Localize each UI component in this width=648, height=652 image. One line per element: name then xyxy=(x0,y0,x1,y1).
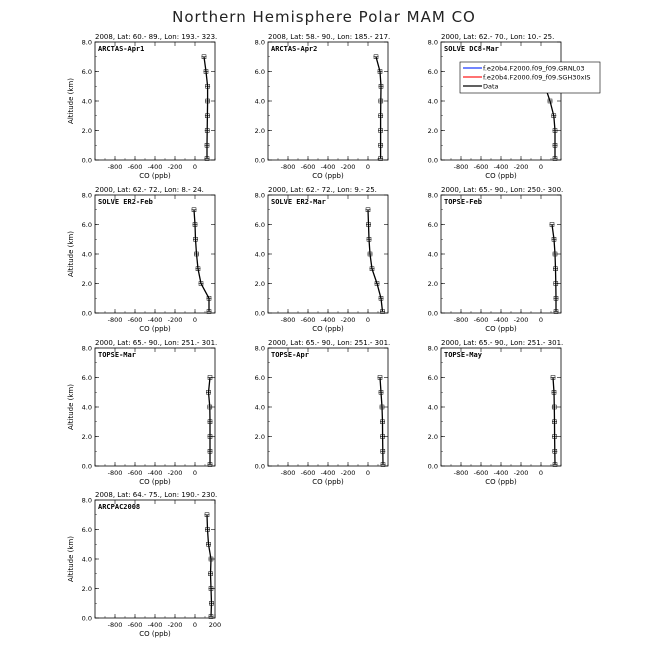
x-tick-label: -600 xyxy=(127,469,143,477)
x-tick-label: -800 xyxy=(107,469,123,477)
x-tick-label: -600 xyxy=(473,469,489,477)
panel-frame xyxy=(95,500,215,618)
panel-frame xyxy=(95,348,215,466)
x-tick-label: -200 xyxy=(340,469,356,477)
x-tick-label: 0 xyxy=(365,469,371,477)
panel-header: 2008, Lat: 64.- 75., Lon: 190.- 230. xyxy=(95,491,218,499)
x-axis-label: CO (ppb) xyxy=(312,478,344,486)
legend-label: f.e20b4.F2000.f09_f09.SGH30xIS xyxy=(483,73,591,82)
y-tick-label: 8.0 xyxy=(427,38,438,47)
x-axis-label: CO (ppb) xyxy=(485,478,517,486)
x-tick-label: -400 xyxy=(147,163,163,171)
y-tick-label: 8.0 xyxy=(81,496,92,505)
y-tick-label: 0.0 xyxy=(254,309,265,318)
page-title: Northern Hemisphere Polar MAM CO xyxy=(172,8,476,26)
x-tick-label: 0 xyxy=(365,163,371,171)
y-tick-label: 6.0 xyxy=(81,68,92,76)
y-tick-label: 4.0 xyxy=(254,403,265,412)
y-tick-label: 6.0 xyxy=(254,374,265,382)
x-tick-label: -200 xyxy=(167,621,183,629)
x-tick-label: -200 xyxy=(167,163,183,171)
y-tick-label: 0.0 xyxy=(81,156,92,165)
y-tick-label: 0.0 xyxy=(81,614,92,623)
y-tick-label: 0.0 xyxy=(254,462,265,471)
y-tick-label: 2.0 xyxy=(254,280,265,288)
y-tick-label: 6.0 xyxy=(81,374,92,382)
panel-frame xyxy=(441,42,561,160)
panel-campaign-label: SOLVE ER2-Mar xyxy=(271,198,326,206)
panel-campaign-label: SOLVE DC8-Mar xyxy=(444,45,499,53)
y-tick-label: 2.0 xyxy=(254,433,265,441)
panel-campaign-label: ARCTAS-Apr2 xyxy=(271,45,318,53)
x-tick-label: -600 xyxy=(127,163,143,171)
x-axis-label: CO (ppb) xyxy=(139,172,171,180)
x-tick-label: 0 xyxy=(192,469,198,477)
y-tick-label: 8.0 xyxy=(427,344,438,353)
y-tick-label: 8.0 xyxy=(427,191,438,200)
panel-header: 2008, Lat: 60.- 89., Lon: 193.- 323. xyxy=(95,33,218,41)
panel-frame xyxy=(441,195,561,313)
y-tick-label: 6.0 xyxy=(427,221,438,229)
x-axis-label: CO (ppb) xyxy=(312,172,344,180)
panel-header: 2000, Lat: 65.- 90., Lon: 251.- 301. xyxy=(95,339,218,347)
x-tick-label: -400 xyxy=(493,163,509,171)
x-tick-label: -400 xyxy=(147,621,163,629)
x-tick-label: 0 xyxy=(192,316,198,324)
y-tick-label: 8.0 xyxy=(254,38,265,47)
legend-label: Data xyxy=(483,82,499,91)
panel-campaign-label: TOPSE-Mar xyxy=(98,351,136,359)
y-tick-label: 4.0 xyxy=(427,403,438,412)
y-tick-label: 0.0 xyxy=(81,462,92,471)
x-tick-label: 200 xyxy=(208,621,222,629)
panel-frame xyxy=(95,42,215,160)
panel-campaign-label: TOPSE-Apr xyxy=(271,351,309,359)
panel-campaign-label: TOPSE-Feb xyxy=(444,198,482,206)
y-tick-label: 0.0 xyxy=(427,156,438,165)
x-tick-label: -800 xyxy=(107,316,123,324)
y-tick-label: 8.0 xyxy=(81,38,92,47)
x-tick-label: 0 xyxy=(192,163,198,171)
x-axis-label: CO (ppb) xyxy=(139,630,171,638)
y-axis-label: Altitude (km) xyxy=(67,536,75,582)
x-tick-label: -200 xyxy=(340,163,356,171)
x-tick-label: -600 xyxy=(300,316,316,324)
x-tick-label: 0 xyxy=(538,163,544,171)
series-line-data xyxy=(545,86,555,158)
x-tick-label: -800 xyxy=(280,163,296,171)
y-tick-label: 8.0 xyxy=(254,191,265,200)
y-tick-label: 2.0 xyxy=(81,433,92,441)
x-tick-label: -800 xyxy=(453,316,469,324)
y-tick-label: 8.0 xyxy=(81,344,92,353)
y-tick-label: 2.0 xyxy=(427,280,438,288)
y-tick-label: 4.0 xyxy=(81,250,92,259)
panel-frame xyxy=(441,348,561,466)
y-tick-label: 4.0 xyxy=(254,250,265,259)
x-tick-label: -200 xyxy=(513,163,529,171)
x-tick-label: -400 xyxy=(320,163,336,171)
panel-campaign-label: ARCPAC2008 xyxy=(98,503,141,511)
x-tick-label: -600 xyxy=(127,621,143,629)
panel-frame xyxy=(268,348,388,466)
y-axis-label: Altitude (km) xyxy=(67,78,75,124)
x-tick-label: -800 xyxy=(280,316,296,324)
x-axis-label: CO (ppb) xyxy=(485,325,517,333)
y-tick-label: 6.0 xyxy=(427,374,438,382)
y-tick-label: 6.0 xyxy=(254,68,265,76)
panel-header: 2000, Lat: 65.- 90., Lon: 250.- 300. xyxy=(441,186,564,194)
y-tick-label: 8.0 xyxy=(254,344,265,353)
y-tick-label: 2.0 xyxy=(254,127,265,135)
x-tick-label: -800 xyxy=(453,163,469,171)
y-tick-label: 6.0 xyxy=(254,221,265,229)
panel-frame xyxy=(268,42,388,160)
legend-label: f.e20b4.F2000.f09_f09.GRNL03 xyxy=(483,64,585,73)
x-tick-label: -400 xyxy=(493,316,509,324)
y-tick-label: 2.0 xyxy=(81,127,92,135)
panel-header: 2000, Lat: 62.- 72., Lon: 8.- 24. xyxy=(95,186,204,194)
y-tick-label: 0.0 xyxy=(254,156,265,165)
x-tick-label: -400 xyxy=(493,469,509,477)
x-tick-label: -400 xyxy=(147,316,163,324)
panel-header: 2000, Lat: 65.- 90., Lon: 251.- 301. xyxy=(268,339,391,347)
y-axis-label: Altitude (km) xyxy=(67,231,75,277)
x-axis-label: CO (ppb) xyxy=(312,325,344,333)
x-tick-label: 0 xyxy=(365,316,371,324)
x-tick-label: -400 xyxy=(320,316,336,324)
y-tick-label: 4.0 xyxy=(81,403,92,412)
y-tick-label: 4.0 xyxy=(427,97,438,106)
y-tick-label: 4.0 xyxy=(427,250,438,259)
panel-header: 2000, Lat: 62.- 70., Lon: 10.- 25. xyxy=(441,33,555,41)
x-tick-label: 0 xyxy=(538,469,544,477)
y-tick-label: 4.0 xyxy=(254,97,265,106)
x-tick-label: -600 xyxy=(300,469,316,477)
y-axis-label: Altitude (km) xyxy=(67,384,75,430)
y-tick-label: 6.0 xyxy=(81,526,92,534)
x-axis-label: CO (ppb) xyxy=(139,478,171,486)
x-tick-label: -200 xyxy=(513,316,529,324)
x-tick-label: -600 xyxy=(127,316,143,324)
x-tick-label: -200 xyxy=(340,316,356,324)
panel-campaign-label: TOPSE-May xyxy=(444,351,482,359)
x-tick-label: -400 xyxy=(147,469,163,477)
panel-header: 2008, Lat: 58.- 90., Lon: 185.- 217. xyxy=(268,33,391,41)
y-tick-label: 0.0 xyxy=(427,462,438,471)
y-tick-label: 2.0 xyxy=(427,433,438,441)
x-tick-label: -600 xyxy=(473,163,489,171)
y-tick-label: 6.0 xyxy=(81,221,92,229)
panel-header: 2000, Lat: 65.- 90., Lon: 251.- 301. xyxy=(441,339,564,347)
x-tick-label: -800 xyxy=(107,621,123,629)
x-tick-label: -800 xyxy=(280,469,296,477)
y-tick-label: 4.0 xyxy=(81,97,92,106)
panel-campaign-label: ARCTAS-Apr1 xyxy=(98,45,145,53)
x-tick-label: -400 xyxy=(320,469,336,477)
y-tick-label: 2.0 xyxy=(427,127,438,135)
y-tick-label: 2.0 xyxy=(81,280,92,288)
x-tick-label: -200 xyxy=(167,316,183,324)
x-tick-label: 0 xyxy=(192,621,198,629)
x-tick-label: 0 xyxy=(538,316,544,324)
x-tick-label: -200 xyxy=(167,469,183,477)
x-tick-label: -200 xyxy=(513,469,529,477)
x-tick-label: -600 xyxy=(300,163,316,171)
x-tick-label: -800 xyxy=(107,163,123,171)
x-tick-label: -600 xyxy=(473,316,489,324)
y-tick-label: 0.0 xyxy=(427,309,438,318)
y-tick-label: 6.0 xyxy=(427,68,438,76)
y-tick-label: 4.0 xyxy=(81,555,92,564)
panel-header: 2000, Lat: 62.- 72., Lon: 9.- 25. xyxy=(268,186,377,194)
x-axis-label: CO (ppb) xyxy=(485,172,517,180)
y-tick-label: 2.0 xyxy=(81,585,92,593)
y-tick-label: 0.0 xyxy=(81,309,92,318)
panel-campaign-label: SOLVE ER2-Feb xyxy=(98,198,153,206)
y-tick-label: 8.0 xyxy=(81,191,92,200)
x-tick-label: -800 xyxy=(453,469,469,477)
x-axis-label: CO (ppb) xyxy=(139,325,171,333)
